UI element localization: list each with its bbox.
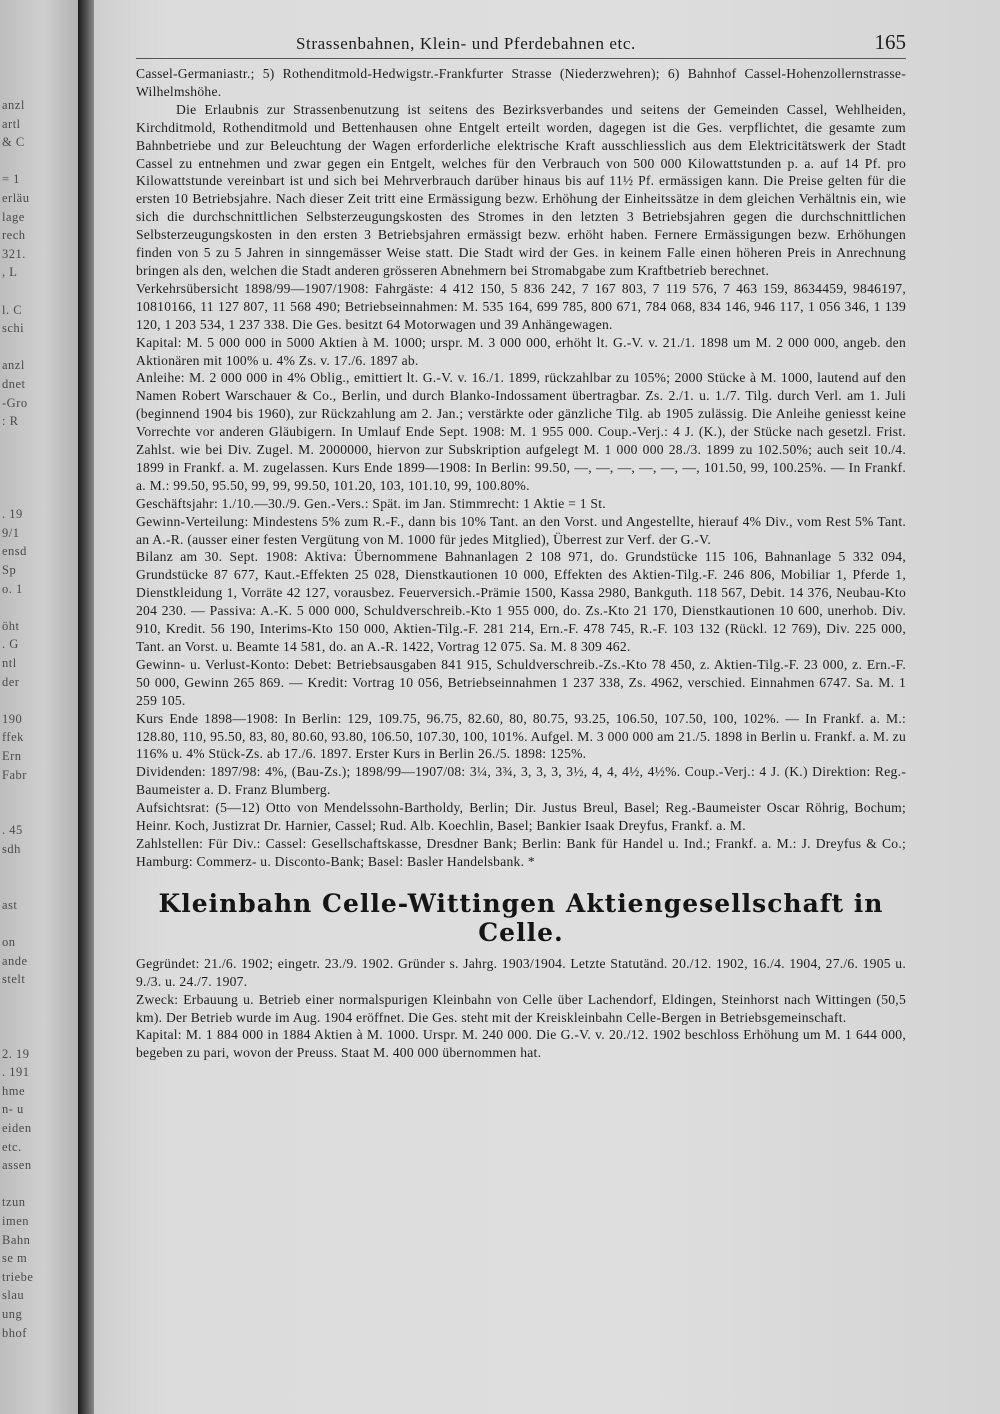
previous-page-fragment: eiden	[2, 1121, 32, 1135]
previous-page-fragment: . G	[2, 637, 19, 652]
previous-page-fragment: anzl	[2, 98, 25, 112]
section2-body	[136, 955, 906, 1062]
previous-page-fragment: : R	[2, 414, 19, 429]
previous-page-fragment: sdh	[2, 842, 21, 856]
previous-page-fragment: erläu	[2, 191, 30, 205]
previous-page-fragment: lage	[2, 209, 25, 224]
paragraph-founded: Gegründet: 21./6. 1902; eingetr. 23./9. 1902. Gründer s. Jahrg. 1903/1904. Letzte Statutänd. 20./12. 1902, 16./4. 1904, 27./6. 1905 u. 9./3. u. 24./7. 1907.	[136, 955, 906, 989]
paragraph-purpose: Zweck: Erbauung u. Betrieb einer normalspurigen Kleinbahn von Celle über Lachendorf, Eldingen, Steinhorst nach Wittingen (50,5 km). Der Betrieb wurde im Aug. 1904 eröffnet. Die Ges. steht mit der Kreiskleinbahn Celle-Bergen in Betriebsgemeinschaft.	[136, 991, 906, 1025]
previous-page-fragment: . 191	[2, 1065, 30, 1080]
running-title: Strassenbahnen, Klein- und Pferdebahnen etc.	[296, 34, 636, 53]
previous-page-fragment: hme	[2, 1083, 26, 1098]
previous-page-fragment: rech	[2, 228, 26, 243]
paragraph-balance: Bilanz am 30. Sept. 1908: Aktiva: Übernommene Bahnanlagen 2 108 971, do. Grundstücke 115 106, Bahnanlage 5 332 094, Grundstücke 87 677, Kaut.-Effekten 25 028, Dienstkautionen 10 000, Effekten des Aktien-Tilg.-F. 246 806, Mobiliar 1, Pferde 1, Dienstkleidung 1, Vorräte 42 127, vorausbez. Feuerversich.-Prämie 1500, Kassa 2980, Bankguth. 118 567, Debit. 14 376, Neubau-Kto 204 230. — Passiva: A.-K. 5 000 000, Schuldverschreib.-Kto 1 955 000, do. Zs.-Kto 21 170, Dienstkautionen 10 600, unerhob. Div. 910, Kredit. 56 190, Interims-Kto 150 000, Aktien-Tilg.-F. 281 214, Ern.-F. 478 745, R.-F. 103 132 (Rückl. 12 769), Div. 225 000, Tant. an Vorst. u. Beamte 14 581, do. an A.-R. 1422, Vortrag 12 075. Sa. M. 8 309 462.	[136, 549, 906, 654]
previous-page-fragment: ffek	[2, 730, 24, 745]
book-gutter	[78, 0, 94, 1414]
page-content	[136, 28, 906, 1062]
previous-page-fragment: Bahn	[2, 1232, 31, 1247]
paragraph-traffic: Verkehrsübersicht 1898/99—1907/1908: Fahrgäste: 4 412 150, 5 836 242, 7 167 803, 7 119 576, 7 463 159, 8634459, 9846197, 10810166, 11 127 807, 11 568 490; Betriebseinnahmen: M. 535 164, 699 785, 800 671, 784 068, 834 146, 946 117, 1 056 346, 1 139 120, 1 203 534, 1 237 338. Die Ges. besitzt 64 Motorwagen und 39 Anhängewagen.	[136, 280, 906, 332]
previous-page-fragment: assen	[2, 1158, 32, 1173]
previous-page-fragment: tzun	[2, 1195, 26, 1210]
paragraph-capital: Kapital: M. 5 000 000 in 5000 Aktien à M. 1000; urspr. M. 3 000 000, erhöht lt. G.-V. v. 21./1. 1898 um M. 2 000 000, angeb. den Aktionären mit 100% u. 4% Zs. v. 17./6. 1897 ab.	[136, 334, 906, 368]
previous-page-fragment: artl	[2, 116, 21, 131]
previous-page-fragment: ntl	[2, 656, 17, 670]
previous-page-fragment: Ern	[2, 749, 22, 763]
paragraph-loan: Anleihe: M. 2 000 000 in 4% Oblig., emittiert lt. G.-V. v. 16./1. 1899, rückzahlbar zu 105%; 2000 Stücke à M. 1000, lautend auf den Namen Robert Warschauer & Co., Berlin, und durch Blanko-Indossament übertragbar. Zs. 2./1. u. 1./7. Tilg. durch Verl. am 1. Juli (beginnend 1904 bis 1960), zur Rückzahlung am 2. Jan.; verstärkte oder gänzliche Tilg. ab 1905 zulässig. Die Anleihe geniesst keine Vorrechte vor anderen Gläubigern. In Umlauf Ende Sept. 1908: M. 1 955 000. Coup.-Verj.: 4 J. (K.), der Stücke nach gesetzl. Frist. Zahlst. wie bei Div. Zugel. M. 2000000, hiervon zur Subskription aufgelegt M. 1 000 000 28./3. 1899 zu 102.50%; auch seit 10./4. 1899 in Frankf. a. M. zugelassen. Kurs Ende 1899—1908: In Berlin: 99.50, —, —, —, —, —, —, 101.50, 99, 100.25%. — In Frankf. a. M.: 99.50, 95.50, 99, 99, 99.50, 101.20, 103, 101.10, 99, 100.80%.	[136, 370, 906, 493]
previous-page-fragment: stelt	[2, 972, 26, 987]
book-page	[94, 0, 1000, 1414]
previous-page-fragment: imen	[2, 1214, 29, 1228]
page-number: 165	[874, 30, 906, 54]
previous-page-fragment: 2. 19	[2, 1046, 30, 1061]
previous-page-fragment: n- u	[2, 1102, 24, 1117]
paragraph-section2-capital: Kapital: M. 1 884 000 in 1884 Aktien à M. 1000. Urspr. M. 240 000. Die G.-V. v. 20./12. 1902 beschloss Erhöhung um M. 1 644 000, begeben zu pari, wovon der Preuss. Staat M. 400 000 übernommen hat.	[136, 1027, 906, 1061]
paragraph-paying-agents: Zahlstellen: Für Div.: Cassel: Gesellschaftskasse, Dresdner Bank; Berlin: Bank für Handel u. Ind.; Frankf. a. M.: J. Dreyfus & Co.; Hamburg: Commerz- u. Disconto-Bank; Basel: Basler Handelsbank. *	[136, 835, 906, 869]
previous-page-fragment: der	[2, 674, 20, 689]
previous-page-fragment: , L	[2, 265, 18, 280]
previous-page-fragment: etc.	[2, 1139, 22, 1154]
previous-page-fragment: se m	[2, 1251, 28, 1266]
previous-page-fragment: schi	[2, 321, 25, 336]
previous-page-fragment: ast	[2, 897, 18, 912]
paragraph-supervisory-board: Aufsichtsrat: (5—12) Otto von Mendelssohn-Bartholdy, Berlin; Dir. Justus Breul, Basel; Reg.-Baumeister Oscar Röhrig, Bochum; Heinr. Koch, Justizrat Dr. Harnier, Cassel; Rud. Alb. Koechlin, Basel; Bankier Isaak Dreyfus, Frankf. a. M.	[136, 800, 906, 834]
previous-page-fragment: & C	[2, 135, 25, 150]
previous-page-fragment: anzl	[2, 358, 25, 373]
paragraph-permission: Die Erlaubnis zur Strassenbenutzung ist seitens des Bezirksverbandes und seitens der Gemeinden Cassel, Wehlheiden, Kirchditmold, Rothenditmold und Bettenhausen ohne Entgelt erteilt worden, dagegen ist die Ges. verpflichtet, die gesamte zum Bahnbetriebe und zur Beleuchtung der Wagen erforderliche elektrische Kraft ausschliesslich aus dem Elektricitätswerk der Stadt Cassel zu entnehmen und zwar gegen ein Entgelt, welches für den Verbrauch von 500 000 Kilowattstunden p. a. auf 14 Pf. pro Kilowattstunde vereinbart ist und sich bei Mehrverbrauch darüber hinaus bis auf 11½ Pf. ermässigen kann. Die Preise gelten für die ersten 10 Betriebsjahre. Nach dieser Zeit tritt eine Ermässigung bezw. Erhöhung der Einheitssätze in dem gleichen Verhältnis ein, wie sich die durchschnittlichen Selbsterzeugungskosten des Stromes in den letzten 3 Betriebsjahren gegen die durchschnittlichen Selbsterzeugungskosten in den ersten 3 Betriebsjahren ermässigt bezw. erhöht haben. Fernere Ermässigungen bezw. Erhöhungen finden von 5 zu 5 Jahren in sinngemässer Weise statt. Die Stadt wird der Ges. in keinem Falle einen höheren Preis in Anrechnung bringen als den, welchen die Stadt anderen grösseren Abnehmern bei Stromabgabe zum Kraftbetrieb berechnet.	[136, 101, 906, 278]
paragraph-share-prices: Kurs Ende 1898—1908: In Berlin: 129, 109.75, 96.75, 82.60, 80, 80.75, 93.25, 106.50, 107.50, 100, 102%. — In Frankf. a. M.: 128.80, 110, 95.50, 83, 80, 80.60, 93.80, 106.50, 107.30, 100, 101%. Aufgel. M. 3 000 000 am 21./5. 1898 in Berlin u. Frankf. a. M. zu 116% u. 4% Stück-Zs. ab 17./6. 1897. Erster Kurs in Berlin 26./5. 1898: 125%.	[136, 710, 906, 762]
page-header	[136, 28, 906, 59]
previous-page-fragment: öht	[2, 618, 20, 633]
previous-page-fragment: slau	[2, 1288, 25, 1303]
paragraph-routes: Cassel-Germaniastr.; 5) Rothenditmold-Hedwigstr.-Frankfurter Strasse (Niederzwehren); 6) Bahnhof Cassel-Hohenzollernstrasse-Wilhelmshöhe.	[136, 66, 906, 99]
previous-page-fragment: triebe	[2, 1269, 34, 1284]
previous-page-fragment: -Gro	[2, 395, 28, 410]
paragraph-profit-distribution: Gewinn-Verteilung: Mindestens 5% zum R.-F., dann bis 10% Tant. an den Vorst. und Angestellte, hierauf 4% Div., vom Rest 5% Tant. an A.-R. (ausser einer festen Vergütung von M. 1000 für jedes Mitglied), Überrest zur Verf. der G.-V.	[136, 513, 906, 547]
previous-page-fragment: . 45	[2, 823, 23, 838]
previous-page-fragment: 321.	[2, 246, 26, 261]
paragraph-dividends: Dividenden: 1897/98: 4%, (Bau-Zs.); 1898/99—1907/08: 3¼, 3¾, 3, 3, 3, 3½, 4, 4, 4½, 4½%. Coup.-Verj.: 4 J. (K.) Direktion: Reg.-Baumeister a. D. Franz Blumberg.	[136, 764, 906, 798]
previous-page-fragment: o. 1	[2, 581, 23, 596]
previous-page-fragment: l. C	[2, 302, 23, 317]
paragraph-fiscal-year: Geschäftsjahr: 1./10.—30./9. Gen.-Vers.: Spät. im Jan. Stimmrecht: 1 Aktie = 1 St.	[136, 495, 606, 511]
previous-page-edge	[0, 0, 78, 1414]
previous-page-fragment: 190	[2, 711, 23, 726]
paragraph-profit-loss: Gewinn- u. Verlust-Konto: Debet: Betriebsausgaben 841 915, Schuldverschreib.-Zs.-Kto 78 450, z. Aktien-Tilg.-F. 23 000, z. Ern.-F. 50 000, Gewinn 265 869. — Kredit: Vortrag 10 056, Betriebseinnahmen 1 237 338, Zs. 4962, verschied. Einnahmen 6747. Sa. M. 1 259 105.	[136, 656, 906, 708]
previous-page-fragment: Sp	[2, 563, 17, 577]
previous-page-fragment: ande	[2, 953, 28, 968]
previous-page-fragment: ung	[2, 1307, 23, 1321]
previous-page-fragment: ensd	[2, 544, 27, 559]
previous-page-fragment: . 19	[2, 507, 23, 522]
section-title-celle-wittingen: Kleinbahn Celle-Wittingen Aktiengesellschaft in Celle.	[158, 888, 884, 947]
previous-page-fragment: on	[2, 935, 16, 949]
previous-page-fragment: = 1	[2, 172, 20, 187]
previous-page-fragment: Fabr	[2, 767, 27, 782]
previous-page-fragment: 9/1	[2, 525, 20, 540]
article-body	[136, 65, 906, 871]
previous-page-fragment: bhof	[2, 1325, 27, 1340]
previous-page-fragment: dnet	[2, 377, 26, 391]
